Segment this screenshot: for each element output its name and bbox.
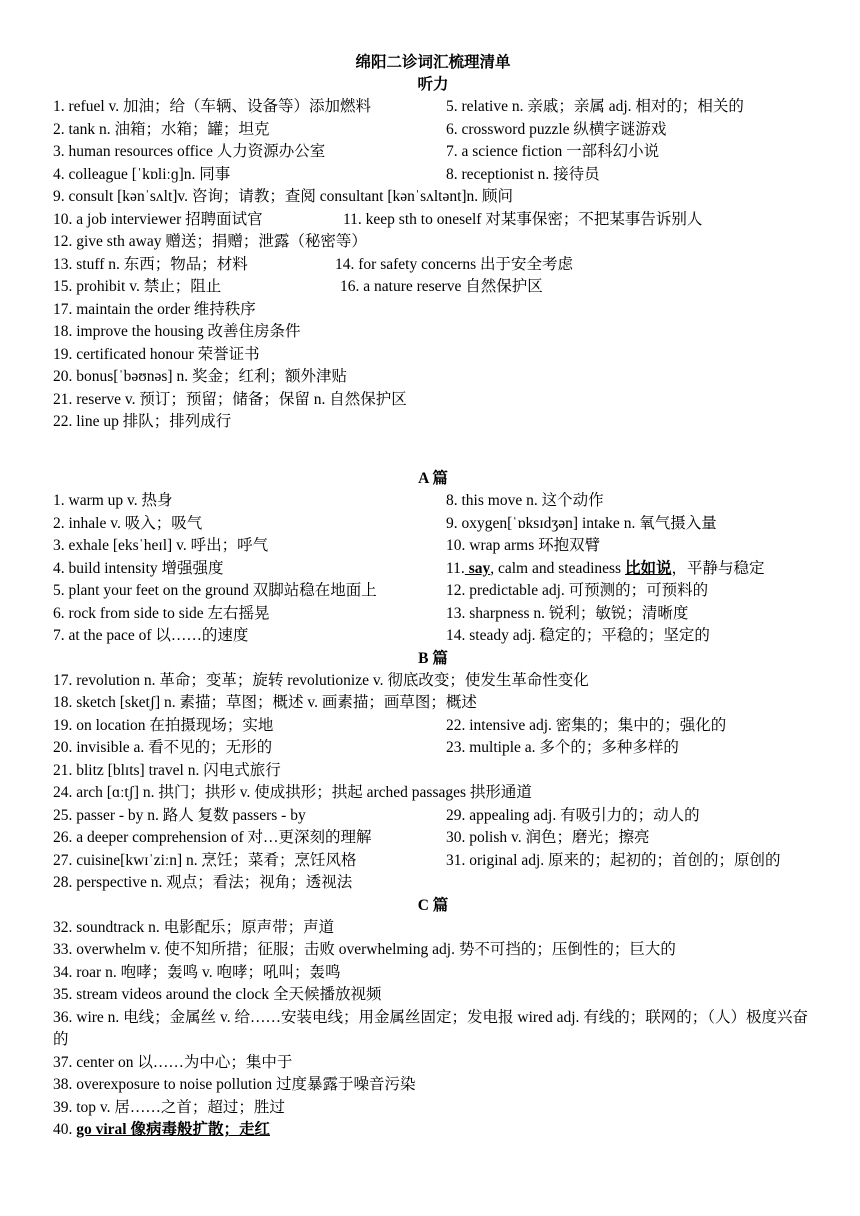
- vocab-entry: 35. stream videos around the clock 全天候播放视频: [53, 986, 382, 1003]
- vocab-entry: 18. improve the housing 改善住房条件: [53, 323, 301, 340]
- entry-number: 40.: [53, 1121, 77, 1138]
- vocab-entry: 36. wire n. 电线；金属丝 v. 给……安装电线；用金属丝固定；发电报 wired adj. 有线的；联网的；（人）极度兴奋的: [53, 1008, 809, 1048]
- vocab-entry: 9. oxygen[ˈɒksɪdʒən] intake n. 氧气摄入量: [446, 514, 717, 532]
- vocab-entry: 26. a deeper comprehension of 对…更深刻的理解: [53, 829, 372, 846]
- vocab-entry: 13. sharpness n. 锐利；敏锐；清晰度: [446, 604, 689, 622]
- vocab-entry: 28. perspective n. 观点；看法；视角；透视法: [53, 874, 353, 891]
- list-item: [53, 164, 813, 187]
- entry-text: ，平静与稳定: [671, 559, 765, 577]
- vocab-entry: 12. predictable adj. 可预测的；可预料的: [446, 582, 709, 599]
- vocab-entry: 10. wrap arms 环抱双臂: [446, 537, 601, 554]
- vocab-entry: 2. inhale v. 吸入；吸气: [53, 514, 203, 532]
- vocab-entry: 33. overwhelm v. 使不知所措；征服；击败 overwhelming adj. 势不可挡的；压倒性的；巨大的: [53, 941, 676, 958]
- list-item: [53, 715, 813, 738]
- list-item: [53, 737, 813, 760]
- vocab-entry: [446, 558, 813, 581]
- list-item: [53, 209, 813, 232]
- vocab-entry: 4. colleague [ˈkɒliːɡ]n. 同事: [53, 165, 231, 183]
- list-item: [53, 141, 813, 164]
- list-item: [53, 119, 813, 142]
- vocab-entry: 10. a job interviewer 招聘面试官: [53, 210, 263, 228]
- vocab-entry: 13. stuff n. 东西；物品；材料: [53, 255, 248, 273]
- list-item: [53, 760, 813, 783]
- section-a-left-column: [53, 490, 446, 648]
- vocab-entry: 32. soundtrack n. 电影配乐；原声带；声道: [53, 918, 335, 936]
- vocab-entry: 17. revolution n. 革命；变革；旋转 revolutionize v. 彻底改变；使发生革命性变化: [53, 671, 589, 689]
- vocab-entry: 20. invisible a. 看不见的；无形的: [53, 739, 273, 756]
- vocab-entry: 5. plant your feet on the ground 双脚站稳在地面上: [53, 582, 377, 599]
- section-a-right-column: [446, 490, 813, 648]
- vocab-entry: 4. build intensity 增强强度: [53, 559, 224, 577]
- vocab-entry: 3. exhale [eksˈheɪl] v. 呼出；呼气: [53, 537, 269, 554]
- list-item: [53, 276, 813, 299]
- vocab-entry: 27. cuisine[kwɪˈziːn] n. 烹饪；菜肴；烹饪风格: [53, 851, 357, 869]
- vocab-entry: 22. intensive adj. 密集的；集中的；强化的: [446, 716, 727, 734]
- vocab-entry: 14. steady adj. 稳定的；平稳的；坚定的: [446, 627, 710, 644]
- vocab-entry: 39. top v. 居……之首；超过；胜过: [53, 1098, 285, 1116]
- vocab-entry: 14. for safety concerns 出于安全考虑: [335, 255, 574, 273]
- document-page: [53, 52, 813, 1142]
- section-b-left-column: [53, 805, 446, 895]
- vocab-entry: [53, 1119, 813, 1142]
- vocab-entry: 21. reserve v. 预订；预留；储备；保留 n. 自然保护区: [53, 390, 407, 408]
- section-heading-c: C 篇: [417, 896, 449, 914]
- vocab-entry: 8. this move n. 这个动作: [446, 492, 604, 509]
- list-item: [53, 299, 813, 322]
- vocab-entry: 30. polish v. 润色；磨光；擦亮: [446, 829, 650, 846]
- vocab-entry: 11. keep sth to oneself 对某事保密；不把某事告诉别人: [343, 210, 703, 228]
- vocab-entry: 8. receptionist n. 接待员: [446, 165, 600, 183]
- vocab-entry: 24. arch [ɑːtʃ] n. 拱门；拱形 v. 使成拱形；拱起 arched passages 拱形通道: [53, 784, 532, 801]
- vocab-entry: 7. at the pace of 以……的速度: [53, 627, 249, 644]
- entry-text: , calm and steadiness: [490, 559, 625, 577]
- vocab-entry: 37. center on 以……为中心；集中于: [53, 1053, 293, 1071]
- vocab-entry: 19. certificated honour 荣誉证书: [53, 345, 260, 363]
- list-item: [53, 389, 813, 412]
- emphasized-translation: 比如说: [624, 559, 672, 577]
- vocab-entry: 21. blitz [blɪts] travel n. 闪电式旅行: [53, 761, 281, 779]
- vocab-entry: 9. consult [kənˈsʌlt]v. 咨询；请教；查阅 consultant [kənˈsʌltənt]n. 顾问: [53, 188, 514, 205]
- vocab-entry: 6. crossword puzzle 纵横字谜游戏: [446, 120, 667, 138]
- list-item: [53, 321, 813, 344]
- list-item: [53, 670, 813, 693]
- vocab-entry: 7. a science fiction 一部科幻小说: [446, 143, 660, 160]
- vocab-entry: 23. multiple a. 多个的；多种多样的: [446, 739, 679, 756]
- list-item: [53, 692, 813, 715]
- section-heading-b: B 篇: [418, 649, 448, 667]
- vocab-entry: 5. relative n. 亲戚；亲属 adj. 相对的；相关的: [446, 98, 744, 115]
- vocab-entry: 1. refuel v. 加油；给（车辆、设备等）添加燃料: [53, 98, 372, 115]
- list-item: [53, 96, 813, 119]
- list-item: [53, 366, 813, 389]
- section-b-right-column: [446, 805, 813, 895]
- entry-number: 11.: [446, 559, 465, 577]
- vocab-entry: 1. warm up v. 热身: [53, 492, 173, 509]
- vocab-entry: 31. original adj. 原来的；起初的；首创的；原创的: [446, 851, 781, 869]
- list-item: [53, 411, 813, 434]
- vocab-entry: 15. prohibit v. 禁止；阻止: [53, 278, 222, 295]
- vocab-entry: 2. tank n. 油箱；水箱；罐；坦克: [53, 120, 270, 138]
- vocab-entry: 17. maintain the order 维持秩序: [53, 300, 256, 318]
- vocab-entry: 38. overexposure to noise pollution 过度暴露于噪音污染: [53, 1076, 416, 1093]
- section-heading-a: A 篇: [418, 470, 448, 487]
- vocab-entry: 19. on location 在拍摄现场；实地: [53, 716, 274, 734]
- emphasized-word: say: [464, 559, 491, 577]
- vocab-entry: 3. human resources office 人力资源办公室: [53, 143, 326, 160]
- vocab-entry: 16. a nature reserve 自然保护区: [340, 278, 543, 295]
- vocab-entry: 18. sketch [sketʃ] n. 素描；草图；概述 v. 画素描；画草图；概述: [53, 694, 477, 711]
- list-item: [53, 186, 813, 209]
- vocab-entry: 22. line up 排队；排列成行: [53, 413, 232, 430]
- vocab-entry: 12. give sth away 赠送；捐赠；泄露（秘密等）: [53, 233, 367, 250]
- section-a-columns: [53, 490, 813, 648]
- vocab-entry: 34. roar n. 咆哮；轰鸣 v. 咆哮；吼叫；轰鸣: [53, 963, 341, 981]
- page-title: 绵阳二诊词汇梳理清单: [355, 54, 511, 71]
- list-item: [53, 782, 813, 805]
- section-heading-listening: 听力: [417, 76, 449, 93]
- list-item: [53, 344, 813, 367]
- vocab-entry: 29. appealing adj. 有吸引力的；动人的: [446, 806, 700, 824]
- vocab-entry: 25. passer - by n. 路人 复数 passers - by: [53, 806, 306, 824]
- vocab-entry: 20. bonus[ˈbəʊnəs] n. 奖金；红利；额外津贴: [53, 368, 347, 385]
- emphasized-entry: go viral 像病毒般扩散；走红: [76, 1121, 270, 1138]
- vocab-entry: 6. rock from side to side 左右摇晃: [53, 604, 270, 622]
- list-item: [53, 231, 813, 254]
- section-b-columns: [53, 805, 813, 895]
- list-item: [53, 254, 813, 277]
